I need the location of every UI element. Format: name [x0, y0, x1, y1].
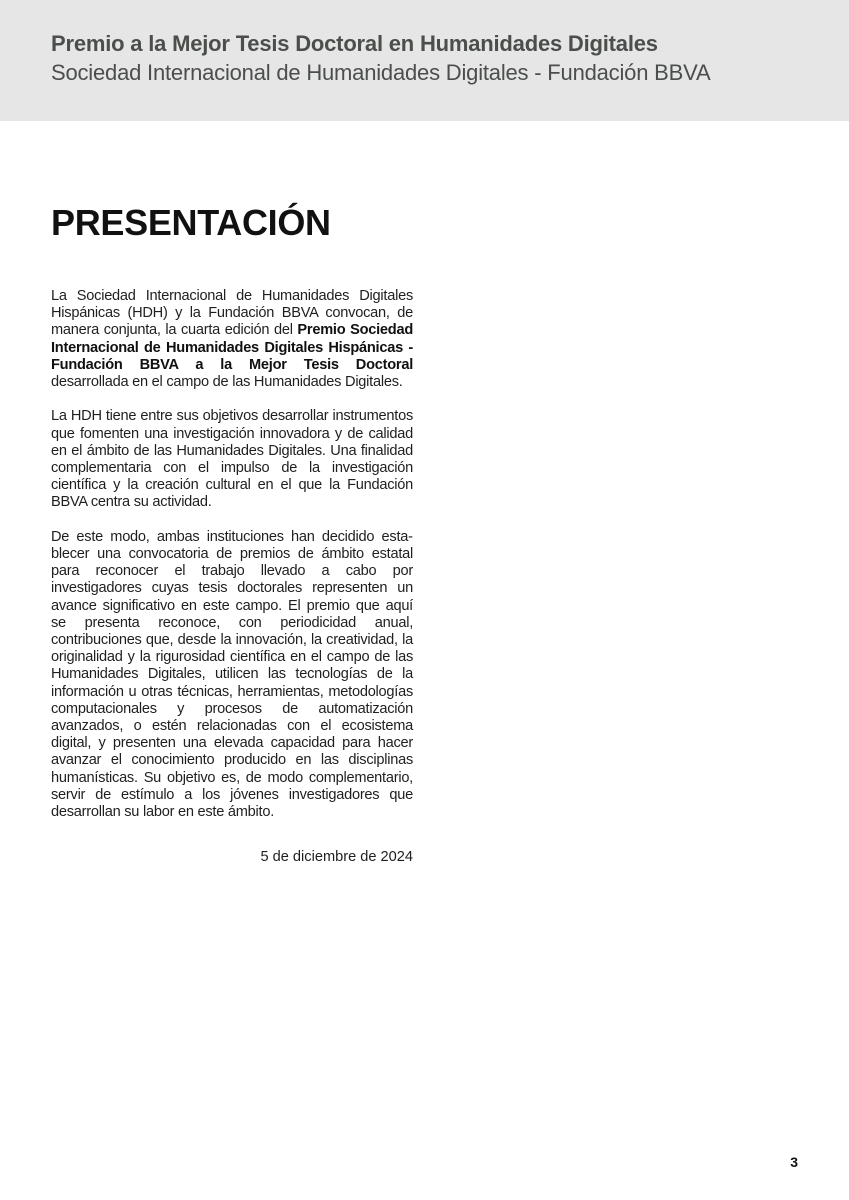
section-title: PRESENTACIÓN	[51, 202, 331, 243]
paragraph-1-outro: desarrollada en el campo de las Humanidades Digitales.	[51, 374, 403, 391]
body-text	[51, 288, 413, 838]
page-number: 3	[790, 1154, 798, 1170]
prize-name: Premio Sociedad Internacional de Humanidades Digitales Hispánicas - Fundación BBVA a la Mejor Tesis Doctoral	[51, 322, 413, 373]
header-band	[0, 0, 849, 121]
paragraph-1	[51, 288, 413, 391]
paragraph-1-intro: La Sociedad Internacional de Humanidades Digitales Hispánicas (HDH) y la Fundación BBVA convocan, de manera conjunta, la cuarta edición del	[51, 288, 413, 339]
header-subtitle: Sociedad Internacional de Humanidades Digitales - Fundación BBVA	[51, 60, 711, 85]
paragraph-3: De este modo, ambas instituciones han decidido establecer una convocatoria de premios de ámbito estatal para reconocer el trabajo llevado a cabo por investigadores cuyas tesis doctorales representen un avance significativo en este campo. El premio que aquí se presenta reconoce, con periodicidad anual, contribuciones que, desde la innovación, la creatividad, la originalidad y la rigurosidad científica en el campo de las Humanidades Digitales, utilicen las tecnologías de la información u otras técnicas, herramientas, metodologías computacionales y procesos de automatización avanzados, o estén relacionadas con el ecosistema digital, y presenten una elevada capacidad para hacer avanzar el conocimiento producido en las disciplinas humanísticas. Su objetivo es, de modo complementario, servir de estímulo a los jóvenes investigadores que desarrollan su labor en este ámbito.	[51, 528, 413, 821]
date-line: 5 de diciembre de 2024	[260, 849, 413, 865]
paragraph-2: La HDH tiene entre sus objetivos desarrollar instrumentos que fomenten una investigación innovadora y de calidad en el ámbito de las Humanidades Digitales. Una finalidad complementaria con el impulso de la investigación científica y la creación cultural en el que la Fundación BBVA centra su actividad.	[51, 408, 413, 511]
header-title: Premio a la Mejor Tesis Doctoral en Humanidades Digitales	[51, 31, 658, 56]
